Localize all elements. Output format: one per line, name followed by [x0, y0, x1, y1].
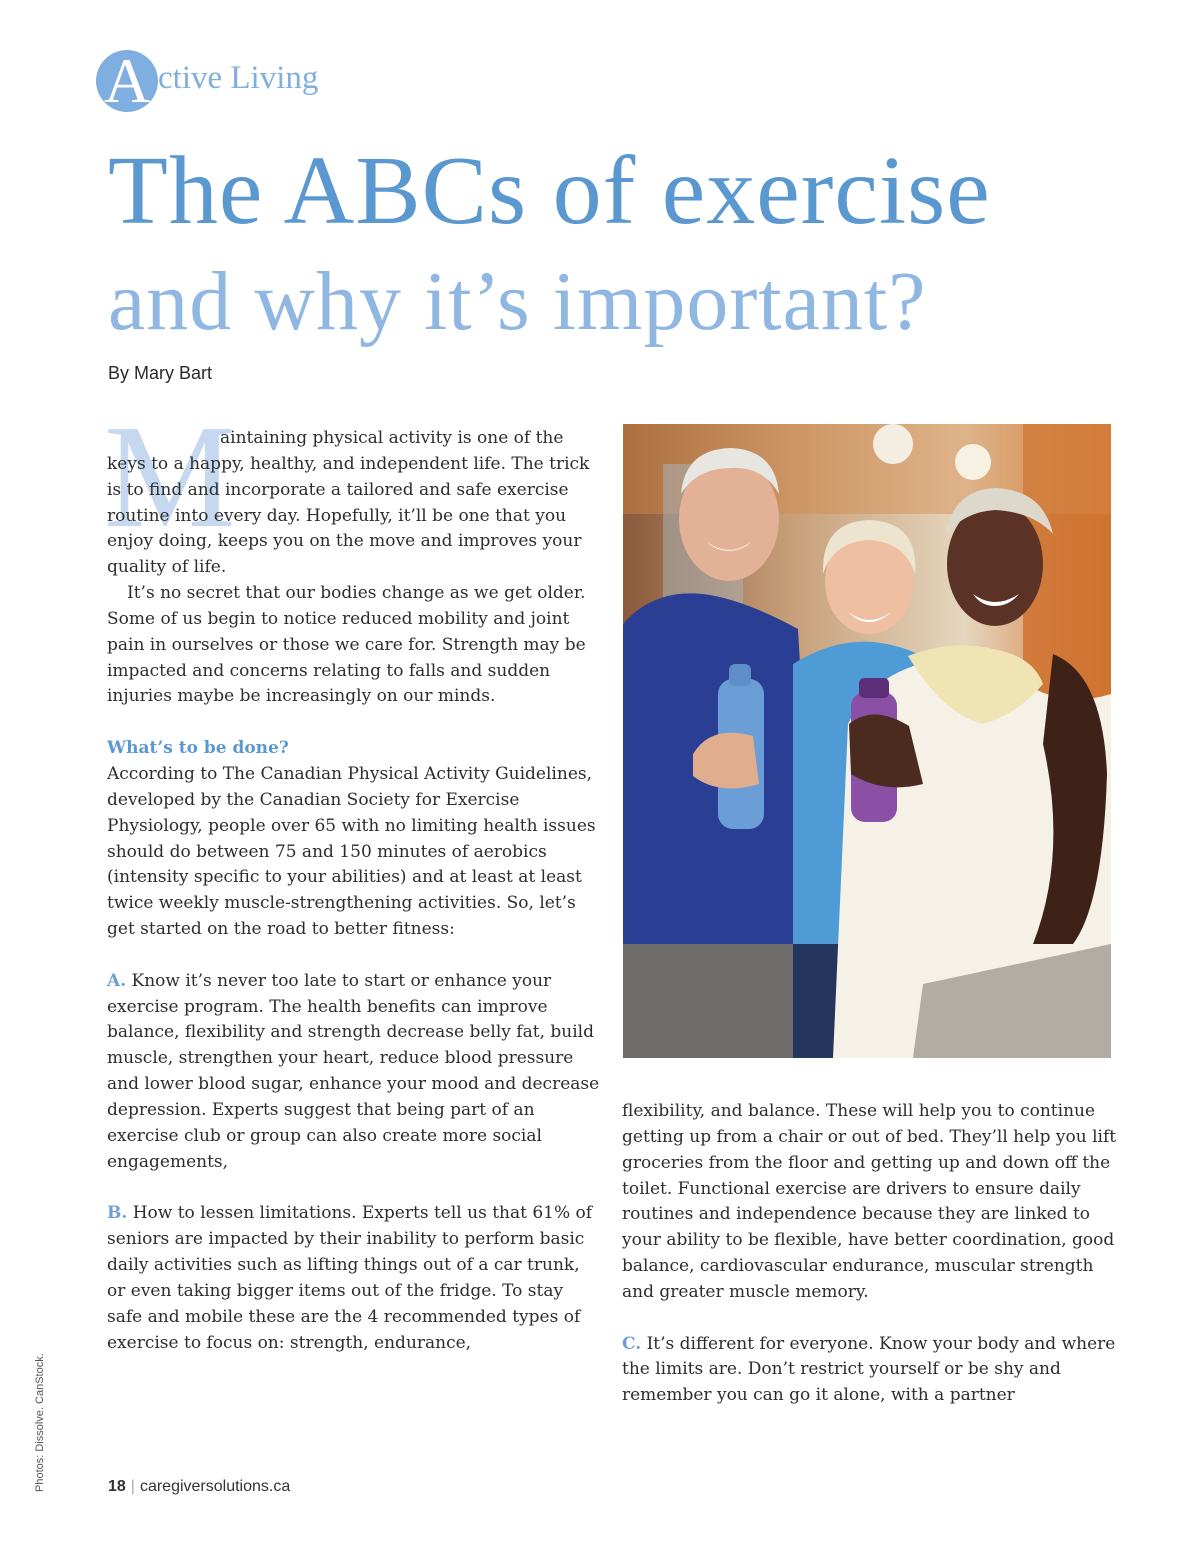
point-a-label: A. [107, 970, 127, 991]
page-footer [108, 1477, 290, 1497]
body-paragraph: It’s no secret that our bodies change as we get older. Some of us begin to notice reduced mobility and joint pain in ourselves or those we care for. Strength may be impacted and concerns relating to falls and sudden injuries maybe be increasingly on our minds. [107, 583, 586, 707]
point-a-text: Know it’s never too late to start or enhance your exercise program. The health benefits can improve balance, flexibility and strength decrease belly fat, build muscle, strengthen your heart, reduce blood pressure and lower blood sugar, enhance your mood and decrease depression. Experts suggest that being part of an exercise club or group can also create more social engagements, [107, 970, 600, 1172]
point-c-text: It’s different for everyone. Know your body and where the limits are. Don’t restrict yourself or be shy and remember you can go it alone, with a partner [622, 1333, 1116, 1406]
body-paragraph: flexibility, and balance. These will help you to continue getting up from a chair or out of bed. They’ll help you lift groceries from the floor and getting up and down off the toilet. Functional exercise are drivers to ensure daily routines and independence because they are linked to your ability to be flexible, have better coordination, good balance, cardiovascular endurance, muscular strength and greater muscle memory. [622, 1101, 1117, 1302]
point-b-text: How to lessen limitations. Experts tell us that 61% of seniors are impacted by their inability to perform basic daily activities such as lifting things out of a car trunk, or even taking bigger items out of the fridge. To stay safe and mobile these are the 4 recommended types of exercise to focus on: strength, endurance, [107, 1203, 593, 1353]
byline: By Mary Bart [108, 363, 213, 383]
point-c [622, 1332, 1122, 1410]
point-a [107, 969, 602, 1176]
photo-credit: Photos: Dissolve. CanStock. [34, 1353, 46, 1492]
point-b [107, 1201, 602, 1356]
photo-icon: photo-icon [623, 409, 709, 428]
headline-line-1: The ABCs of exercise [108, 137, 991, 245]
article-column-right [622, 1099, 1122, 1409]
seniors-photo [623, 409, 1111, 1058]
footer-separator: | [130, 1478, 135, 1495]
headline-line-2: and why it’s important? [108, 255, 927, 348]
intro-paragraph: aintaining physical activity is one of the keys to a happy, healthy, and independent life. The trick is to find and incorporate a tailored and safe exercise routine into every day. Hopefully, it’ll be one that you enjoy doing, keeps you on the move and improves your quality of life. [107, 428, 590, 578]
section-initial: A [104, 45, 151, 116]
footer-site-link: caregiversolutions.ca [139, 1478, 291, 1495]
article-column-left [107, 426, 602, 1356]
body-paragraph: According to The Canadian Physical Activity Guidelines, developed by the Canadian Society for Exercise Physiology, people over 65 with no limiting health issues should do between 75 and 150 minutes of aerobics (intensity specific to your abilities) and at least at least twice weekly muscle-strengthening activities. So, let’s get started on the road to better fitness: [107, 763, 596, 940]
point-c-label: C. [622, 1333, 642, 1354]
subheading: What’s to be done? [107, 738, 289, 759]
drop-cap: M [104, 395, 236, 559]
point-b-label: B. [107, 1203, 128, 1224]
page-number: 18 [108, 1478, 126, 1495]
section-label: ctive Living [158, 60, 319, 96]
